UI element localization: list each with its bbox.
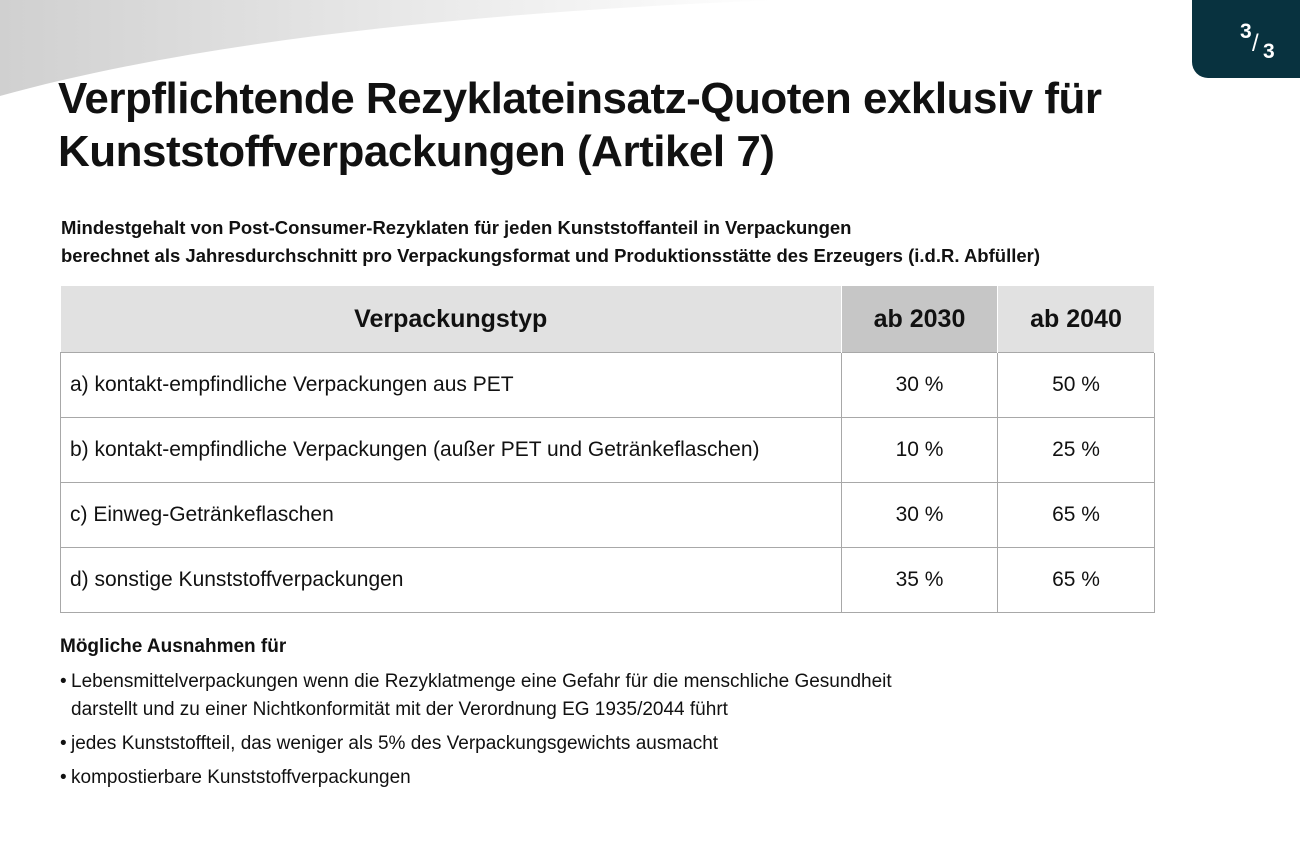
table-row [61,353,1155,418]
header-packaging-type: Verpackungstyp [61,286,842,353]
cell-packaging-type: d) sonstige Kunststoffverpackungen [61,548,842,613]
cell-packaging-type: a) kontakt-empfindliche Verpackungen aus PET [61,353,842,418]
subtitle [61,214,1211,270]
subtitle-line-2: berechnet als Jahresdurchschnitt pro Verpackungsformat und Produktionsstätte des Erzeugers (i.d.R. Abfüller) [61,245,1040,266]
page-separator: / [1252,30,1259,57]
cell-quota-2040: 65 % [998,548,1155,613]
quota-table [60,286,1155,613]
bullet-marker: • [60,733,67,754]
list-item [60,668,1060,724]
table-row [61,548,1155,613]
cell-packaging-type: b) kontakt-empfindliche Verpackungen (außer PET und Getränkeflaschen) [61,418,842,483]
subtitle-line-1: Mindestgehalt von Post-Consumer-Rezyklaten für jeden Kunststoffanteil in Verpackungen [61,217,852,238]
cell-quota-2040: 50 % [998,353,1155,418]
cell-quota-2040: 65 % [998,483,1155,548]
header-from-2030: ab 2030 [842,286,998,353]
table-row [61,483,1155,548]
table-row [61,418,1155,483]
cell-quota-2030: 35 % [842,548,998,613]
table-header-row [61,286,1155,353]
cell-packaging-type: c) Einweg-Getränkeflaschen [61,483,842,548]
exceptions-title: Mögliche Ausnahmen für [60,636,287,657]
bullet-marker: • [60,767,67,788]
bullet-marker: • [60,671,67,692]
exceptions-list [60,668,1060,792]
list-item-text: jedes Kunststoffteil, das weniger als 5% des Verpackungsgewichts ausmacht [71,733,719,754]
list-item-text: kompostierbare Kunststoffverpackungen [71,767,411,788]
exceptions-section [60,634,1060,798]
list-item-text: Lebensmittelverpackungen wenn die Rezyklatmenge eine Gefahr für die menschliche Gesundheit darstellt und zu einer Nichtkonformität mit der Verordnung EG 1935/2044 führt [71,671,892,720]
cell-quota-2030: 30 % [842,483,998,548]
page-indicator [1192,0,1300,78]
list-item [60,730,1060,758]
list-item [60,764,1060,792]
cell-quota-2030: 30 % [842,353,998,418]
header-from-2040: ab 2040 [998,286,1155,353]
cell-quota-2040: 25 % [998,418,1155,483]
cell-quota-2030: 10 % [842,418,998,483]
page-total: 3 [1263,40,1275,63]
page-current: 3 [1240,20,1252,43]
page-title: Verpflichtende Rezyklateinsatz-Quoten exklusiv für Kunststoffverpackungen (Artikel 7) [58,74,1102,176]
